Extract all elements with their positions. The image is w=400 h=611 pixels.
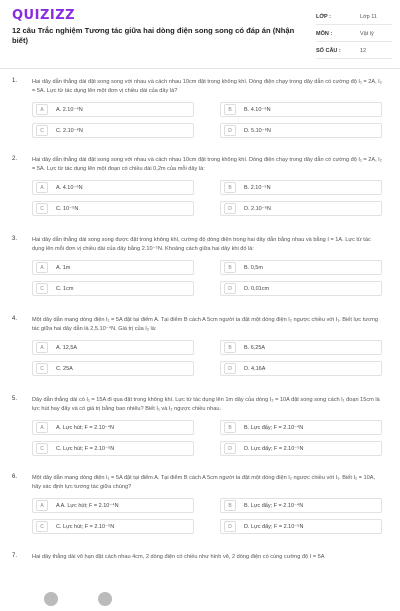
meta-key: MÔN : xyxy=(316,31,333,37)
meta-row-count xyxy=(316,44,392,59)
option-letter-badge: C xyxy=(36,363,48,374)
answer-option[interactable] xyxy=(32,201,194,216)
option-letter-badge: A xyxy=(36,262,48,273)
answer-option[interactable] xyxy=(220,102,382,117)
option-letter-badge: D xyxy=(224,521,236,532)
answer-option[interactable] xyxy=(32,519,194,534)
answer-option[interactable] xyxy=(220,420,382,435)
option-text: C. Lực hút; F = 2.10⁻⁵N xyxy=(56,445,115,452)
question-number: 7. xyxy=(12,553,18,559)
question-text: Một dây dẫn mang dòng điện I₁ = 5A đặt tại điểm A. Tại điểm B cách A 5cm người ta đặt một dòng điện I₂ ngược chiều với I₁. Biết lực tương tác giữa hai dây dẫn là 2,5.10⁻⁴N. Giá trị của I₂ là: xyxy=(32,317,378,332)
footer-dot xyxy=(98,592,112,606)
answer-option[interactable] xyxy=(220,123,382,138)
answer-option[interactable] xyxy=(32,498,194,513)
answer-option[interactable] xyxy=(220,441,382,456)
option-letter-badge: C xyxy=(36,443,48,454)
option-letter-badge: D xyxy=(224,125,236,136)
meta-value: Lớp 11 xyxy=(360,14,377,20)
option-letter-badge: A xyxy=(36,104,48,115)
option-letter-badge: D xyxy=(224,203,236,214)
meta-row-subject xyxy=(316,27,392,42)
option-text: A. 2.10⁻⁴N xyxy=(56,106,83,113)
answer-option[interactable] xyxy=(220,519,382,534)
option-text: C. 1cm xyxy=(56,285,74,292)
option-text: B. 2.10⁻⁵N xyxy=(244,184,271,191)
option-letter-badge: A xyxy=(36,500,48,511)
answer-option[interactable] xyxy=(32,361,194,376)
option-text: A. 4.10⁻⁶N xyxy=(56,184,83,191)
answer-option[interactable] xyxy=(32,420,194,435)
answer-option[interactable] xyxy=(220,201,382,216)
meta-key: LỚP : xyxy=(316,14,331,20)
option-text: D. 2.10⁻⁶N xyxy=(244,205,271,212)
option-letter-badge: D xyxy=(224,283,236,294)
option-text: B. 0,5m xyxy=(244,264,263,271)
answer-option[interactable] xyxy=(220,361,382,376)
option-letter-badge: C xyxy=(36,283,48,294)
option-text: A A. Lực hút; F = 2.10⁻⁴N xyxy=(56,502,119,509)
meta-panel xyxy=(316,10,392,61)
answer-option[interactable] xyxy=(32,180,194,195)
header xyxy=(0,0,400,69)
option-text: C. 2.10⁻⁶N xyxy=(56,127,83,134)
option-letter-badge: D xyxy=(224,363,236,374)
option-text: B. Lực đẩy; F = 2.10⁻⁴N xyxy=(244,424,304,431)
option-letter-badge: A xyxy=(36,182,48,193)
question-text: Một dây dẫn mang dòng điện I₁ = 5A đặt tại điểm A. Tại điểm B cách A 5cm người ta đặt một dòng điện I₂ ngược chiều với I₁. Biết I₂ = 10A, hãy xác định lực tương tác giữa chúng? xyxy=(32,475,376,490)
option-text: D. 4,16A xyxy=(244,365,266,372)
answer-option[interactable] xyxy=(220,498,382,513)
option-letter-badge: B xyxy=(224,342,236,353)
option-text: C. 10⁻⁵N xyxy=(56,205,79,212)
answer-option[interactable] xyxy=(220,180,382,195)
option-text: D. Lực đẩy; F = 2.10⁻⁵N xyxy=(244,523,304,530)
option-letter-badge: B xyxy=(224,422,236,433)
meta-row-class xyxy=(316,10,392,25)
meta-key: SỐ CÂU : xyxy=(316,48,341,54)
question-text: Hai dây dẫn thẳng dài đặt song song với nhau và cách nhau 10cm đặt trong không khí. Dòng điện chạy trong dây dẫn có cường độ I₁ = 2A, I₂ = 5A. Lực từ tác dụng lên một đơn vị chiều dài của dây là? xyxy=(32,79,382,94)
answer-option[interactable] xyxy=(220,281,382,296)
option-letter-badge: D xyxy=(224,443,236,454)
question-number: 6. xyxy=(12,474,18,480)
question-text: Dây dẫn thẳng dài có I₁ = 15A đi qua đặt trong không khí. Lực từ tác dụng lên 1m dây của dòng I₂ = 10A đặt song song cách I₁ đoạn 15cm là lực hút hay đẩy và có giá trị bằng bao nhiêu? Biết I₁ và I₂ ngược chiều nhau. xyxy=(32,397,380,412)
answer-option[interactable] xyxy=(32,281,194,296)
answer-option[interactable] xyxy=(32,441,194,456)
option-text: B. 4.10⁻⁶N xyxy=(244,106,271,113)
option-text: D. 0,01cm xyxy=(244,285,270,292)
option-text: C. 25A xyxy=(56,365,73,372)
option-text: D. Lực đẩy; F = 2.10⁻⁵N xyxy=(244,445,304,452)
option-letter-badge: A xyxy=(36,422,48,433)
answer-option[interactable] xyxy=(32,340,194,355)
option-text: A. 12,5A xyxy=(56,344,78,351)
answer-option[interactable] xyxy=(220,340,382,355)
quizizz-logo: QUIZIZZ xyxy=(12,8,76,23)
option-letter-badge: B xyxy=(224,104,236,115)
answer-option[interactable] xyxy=(32,102,194,117)
question-text: Hai dây thẳng dài vô hạn đặt cách nhau 4cm, 2 dòng điện có chiều như hình vẽ, 2 dòng điện có cùng cường độ I = 5A xyxy=(32,554,325,560)
option-text: D. 5.10⁻⁶N xyxy=(244,127,271,134)
question-text: Hai dây dẫn thẳng dài song song được đặt trong không khí, cường độ dòng điện trong hai dây dẫn bằng nhau và bằng I = 1A. Lực từ tác dụng lên mỗi đơn vị chiều dài của dây bằng 2.10⁻⁵N. Khoảng cách giữa hai dây khi đó là: xyxy=(32,237,371,252)
question-number: 1. xyxy=(12,78,18,84)
footer-dots xyxy=(44,592,148,611)
question-number: 3. xyxy=(12,236,18,242)
option-text: B. 6,25A xyxy=(244,344,266,351)
option-text: B. Lực đẩy; F = 2.10⁻⁴N xyxy=(244,502,304,509)
question-number: 4. xyxy=(12,316,18,322)
option-text: A. Lực hút; F = 2.10⁻⁴N xyxy=(56,424,115,431)
answer-option[interactable] xyxy=(32,260,194,275)
meta-value: Vật lý xyxy=(360,31,374,37)
answer-option[interactable] xyxy=(32,123,194,138)
option-letter-badge: C xyxy=(36,203,48,214)
answer-option[interactable] xyxy=(220,260,382,275)
option-letter-badge: B xyxy=(224,500,236,511)
question-number: 5. xyxy=(12,396,18,402)
question-text: Hai dây dẫn thẳng dài đặt song song với nhau và cách nhau 10cm đặt trong không khí. Dòng điện chạy trong dây dẫn có cường độ I₁ = 2A, I₂ = 5A. Lực từ tác dụng lên một đoạn có chiều dài 0,2m của mỗi dây là: xyxy=(32,157,382,172)
option-letter-badge: B xyxy=(224,262,236,273)
option-letter-badge: B xyxy=(224,182,236,193)
option-text: A. 1m xyxy=(56,264,71,271)
footer-dot xyxy=(44,592,58,606)
option-letter-badge: C xyxy=(36,125,48,136)
question-number: 2. xyxy=(12,156,18,162)
page-title: 12 câu Trắc nghiệm Tương tác giữa hai dòng điện song song có đáp án (Nhận biết) xyxy=(12,26,295,45)
option-letter-badge: A xyxy=(36,342,48,353)
option-text: C. Lực hút; F = 2.10⁻⁵N xyxy=(56,523,115,530)
option-letter-badge: C xyxy=(36,521,48,532)
meta-value: 12 xyxy=(360,48,367,54)
